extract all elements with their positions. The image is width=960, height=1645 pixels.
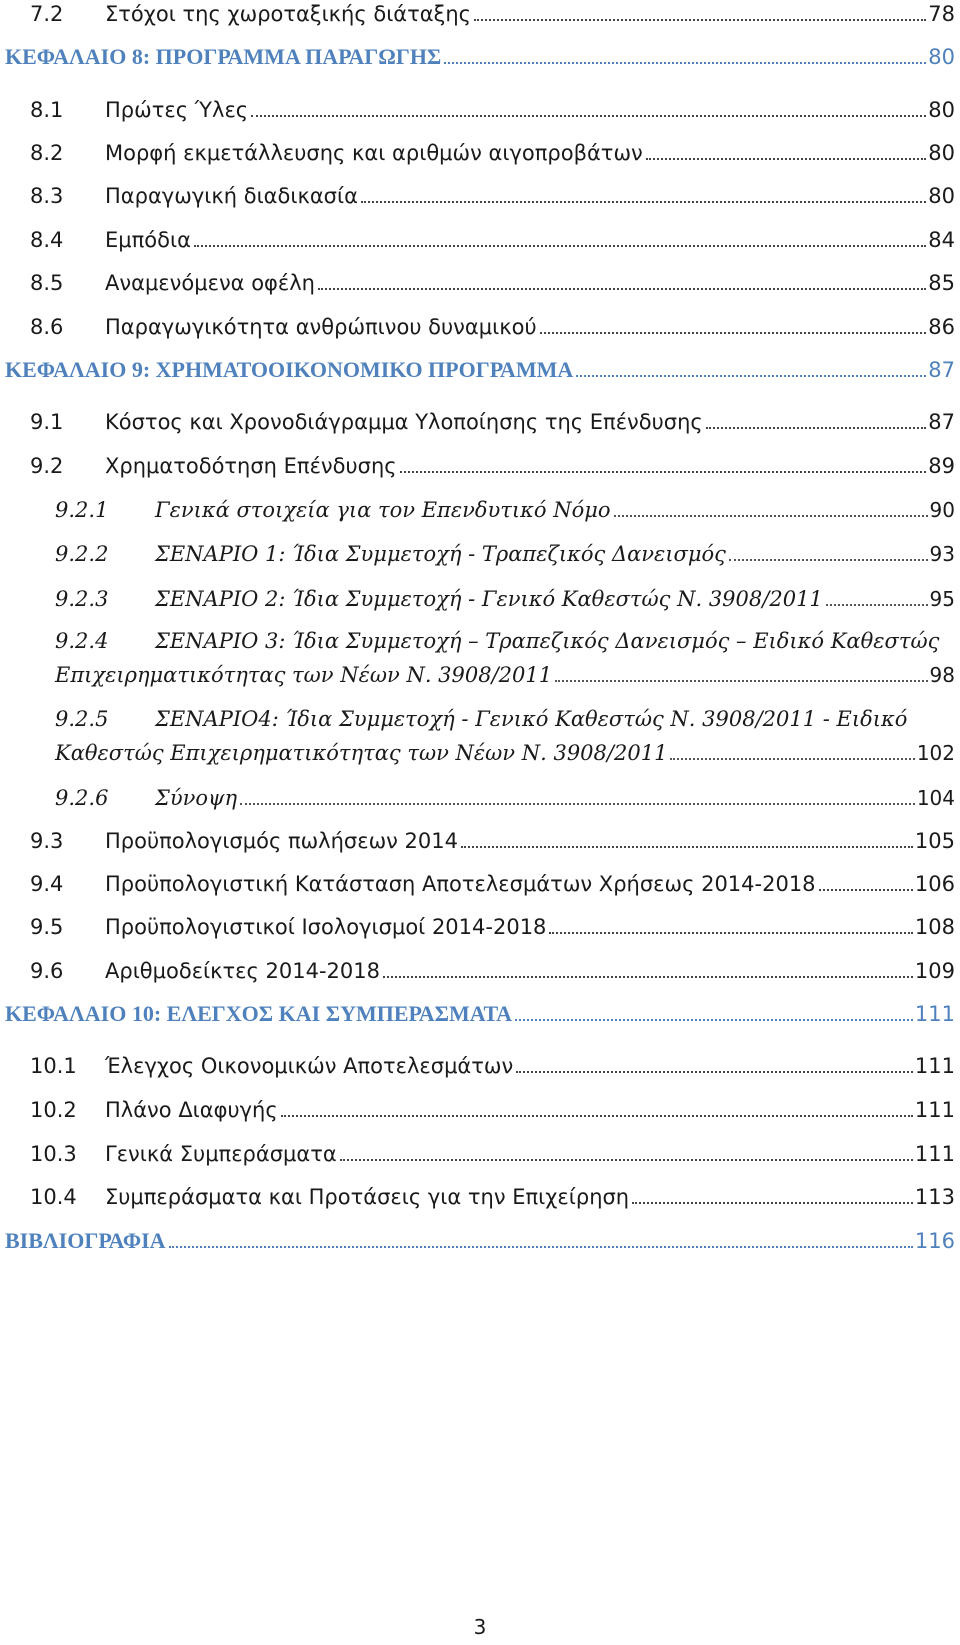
entry-page: 104 (916, 786, 955, 810)
entry-number: 8.6 (30, 315, 64, 339)
entry-number: 9.6 (30, 959, 64, 983)
entry-number: 9.3 (30, 829, 64, 853)
entry-title: ΚΕΦΑΛΑΙΟ 8: ΠΡΟΓΡΑΜΜΑ ΠΑΡΑΓΩΓΗΣ (5, 44, 442, 69)
toc-section-entry[interactable] (30, 408, 955, 436)
entry-title-line1: ΣΕΝΑΡΙΟ 3: Ίδια Συμμετοχή – Τραπεζικός Δανεισμός – Ειδικό Καθεστώς (155, 629, 940, 653)
entry-number: 9.4 (30, 872, 64, 896)
entry-number: 9.2.6 (55, 786, 109, 810)
entry-title: ΣΕΝΑΡΙΟ 1: Ίδια Συμμετοχή - Τραπεζικός Δανεισμός (155, 542, 726, 566)
entry-title: ΣΕΝΑΡΙΟ 2: Ίδια Συμμετοχή - Γενικό Καθεστώς Ν. 3908/2011 (155, 587, 823, 611)
entry-title: Εμπόδια (105, 228, 191, 252)
toc-subsection-entry[interactable] (55, 585, 955, 613)
entry-title: ΒΙΒΛΙΟΓΡΑΦΙΑ (5, 1228, 166, 1253)
leader-dots (240, 803, 915, 805)
entry-page: 105 (914, 829, 955, 853)
entry-page: 93 (929, 542, 955, 566)
entry-page: 102 (916, 741, 955, 765)
toc-section-entry[interactable] (30, 870, 955, 898)
entry-title: Μορφή εκμετάλλευσης και αριθμών αιγοπροβάτων (105, 141, 643, 165)
leader-dots (318, 288, 926, 290)
toc-section-entry[interactable] (30, 269, 955, 297)
entry-number: 8.4 (30, 228, 64, 252)
toc-chapter-entry[interactable] (5, 1227, 955, 1255)
entry-title: Προϋπολογισμός πωλήσεων 2014 (105, 829, 459, 853)
entry-page: 109 (914, 959, 955, 983)
entry-page: 111 (914, 1054, 955, 1078)
toc-section-entry[interactable] (30, 1140, 955, 1168)
leader-dots (383, 976, 913, 978)
entry-title: Αριθμοδείκτες 2014-2018 (105, 959, 380, 983)
entry-page: 80 (928, 45, 955, 69)
toc-entry-first-line[interactable] (55, 627, 939, 655)
entry-number: 10.1 (30, 1054, 77, 1078)
entry-title: Προϋπολογιστική Κατάσταση Αποτελεσμάτων Χρήσεως 2014-2018 (105, 872, 816, 896)
leader-dots (340, 1159, 913, 1161)
page-number: 3 (473, 1615, 487, 1639)
entry-title: Πρώτες Ύλες (105, 98, 249, 122)
toc-section-entry[interactable] (30, 957, 955, 985)
toc-section-entry[interactable] (30, 182, 955, 210)
leader-dots (540, 332, 927, 334)
entry-page: 113 (914, 1185, 955, 1209)
entry-title: Προϋπολογιστικοί Ισολογισμοί 2014-2018 (105, 915, 547, 939)
entry-number: 8.1 (30, 98, 64, 122)
leader-dots (819, 889, 913, 891)
entry-title: Γενικά στοιχεία για τον Επενδυτικό Νόμο (155, 498, 611, 522)
toc-subsection-entry[interactable] (55, 784, 955, 812)
entry-title-line1: ΣΕΝΑΡΙΟ4: Ίδια Συμμετοχή - Γενικό Καθεστώς Ν. 3908/2011 - Ειδικό (155, 707, 908, 731)
entry-title: Παραγωγική διαδικασία (105, 184, 358, 208)
toc-entry-continuation[interactable] (55, 661, 955, 689)
leader-dots (729, 559, 928, 561)
leader-dots (646, 158, 926, 160)
entry-number: 10.2 (30, 1098, 77, 1122)
entry-title: ΚΕΦΑΛΑΙΟ 10: ΕΛΕΓΧΟΣ ΚΑΙ ΣΥΜΠΕΡΑΣΜΑΤΑ (5, 1001, 512, 1026)
entry-page: 87 (928, 410, 955, 434)
entry-page: 85 (928, 271, 955, 295)
toc-chapter-entry[interactable] (5, 43, 955, 71)
entry-page: 90 (929, 498, 955, 522)
leader-dots (826, 604, 928, 606)
entry-title: Πλάνο Διαφυγής (105, 1098, 278, 1122)
toc-section-entry[interactable] (30, 0, 955, 28)
entry-page: 89 (928, 454, 955, 478)
entry-title-line2: Καθεστώς Επιχειρηματικότητας των Νέων Ν. 3908/2011 (55, 741, 668, 765)
entry-page: 86 (928, 315, 955, 339)
entry-title: Στόχοι της χωροταξικής διάταξης (105, 2, 471, 26)
entry-number: 9.2.4 (55, 629, 109, 653)
toc-chapter-entry[interactable] (5, 356, 955, 384)
leader-dots (474, 19, 926, 21)
entry-number: 10.4 (30, 1185, 77, 1209)
entry-title: Σύνοψη (155, 786, 238, 810)
entry-title: ΚΕΦΑΛΑΙΟ 9: ΧΡΗΜΑΤΟΟΙΚΟΝΟΜΙΚΟ ΠΡΟΓΡΑΜΜΑ (5, 357, 574, 382)
toc-section-entry[interactable] (30, 96, 955, 124)
leader-dots (576, 375, 926, 377)
leader-dots (169, 1246, 913, 1248)
entry-page: 80 (928, 141, 955, 165)
entry-page: 111 (914, 1142, 955, 1166)
leader-dots (632, 1202, 913, 1204)
entry-title: Χρηματοδότηση Επένδυσης (105, 454, 397, 478)
entry-number: 7.2 (30, 2, 64, 26)
toc-section-entry[interactable] (30, 1096, 955, 1124)
entry-page: 106 (914, 872, 955, 896)
entry-number: 8.3 (30, 184, 64, 208)
toc-subsection-entry[interactable] (55, 540, 955, 568)
leader-dots (516, 1071, 913, 1073)
entry-page: 108 (914, 915, 955, 939)
leader-dots (549, 932, 912, 934)
entry-page: 111 (914, 1002, 955, 1026)
leader-dots (400, 471, 927, 473)
entry-title: Συμπεράσματα και Προτάσεις για την Επιχείρηση (105, 1185, 630, 1209)
entry-page: 80 (928, 98, 955, 122)
leader-dots (281, 1115, 913, 1117)
leader-dots (614, 515, 928, 517)
entry-page: 116 (914, 1229, 955, 1253)
entry-title: Κόστος και Χρονοδιάγραμμα Υλοποίησης της Επένδυσης (105, 410, 703, 434)
entry-page: 78 (928, 2, 955, 26)
toc-section-entry[interactable] (30, 1052, 955, 1080)
entry-page: 111 (914, 1098, 955, 1122)
entry-number: 9.2.5 (55, 707, 109, 731)
entry-title: Παραγωγικότητα ανθρώπινου δυναμικού (105, 315, 537, 339)
entry-number: 9.2.3 (55, 587, 109, 611)
toc-entry-first-line[interactable] (55, 705, 907, 733)
entry-number: 9.1 (30, 410, 64, 434)
entry-number: 8.2 (30, 141, 64, 165)
toc-section-entry[interactable] (30, 139, 955, 167)
entry-page: 87 (928, 358, 955, 382)
entry-number: 9.2.1 (55, 498, 109, 522)
entry-number: 9.2.2 (55, 542, 109, 566)
leader-dots (706, 427, 927, 429)
toc-section-entry[interactable] (30, 913, 955, 941)
entry-number: 10.3 (30, 1142, 77, 1166)
entry-page: 98 (929, 663, 955, 687)
leader-dots (444, 62, 926, 64)
entry-number: 8.5 (30, 271, 64, 295)
toc-subsection-entry[interactable] (55, 496, 955, 524)
entry-title-line2: Επιχειρηματικότητας των Νέων Ν. 3908/2011 (55, 663, 553, 687)
leader-dots (670, 758, 914, 760)
toc-section-entry[interactable] (30, 226, 955, 254)
toc-section-entry[interactable] (30, 452, 955, 480)
toc-section-entry[interactable] (30, 313, 955, 341)
toc-section-entry[interactable] (30, 827, 955, 855)
leader-dots (194, 245, 926, 247)
toc-section-entry[interactable] (30, 1183, 955, 1211)
leader-dots (461, 846, 913, 848)
leader-dots (361, 201, 926, 203)
entry-number: 9.2 (30, 454, 64, 478)
leader-dots (251, 115, 926, 117)
entry-title: Αναμενόμενα οφέλη (105, 271, 315, 295)
entry-title: Γενικά Συμπεράσματα (105, 1142, 337, 1166)
entry-number: 9.5 (30, 915, 64, 939)
entry-page: 80 (928, 184, 955, 208)
entry-title: Έλεγχος Οικονομικών Αποτελεσμάτων (105, 1054, 514, 1078)
leader-dots (515, 1019, 913, 1021)
entry-page: 84 (928, 228, 955, 252)
entry-page: 95 (929, 587, 955, 611)
leader-dots (555, 680, 927, 682)
toc-chapter-entry[interactable] (5, 1000, 955, 1028)
toc-entry-continuation[interactable] (55, 739, 955, 767)
